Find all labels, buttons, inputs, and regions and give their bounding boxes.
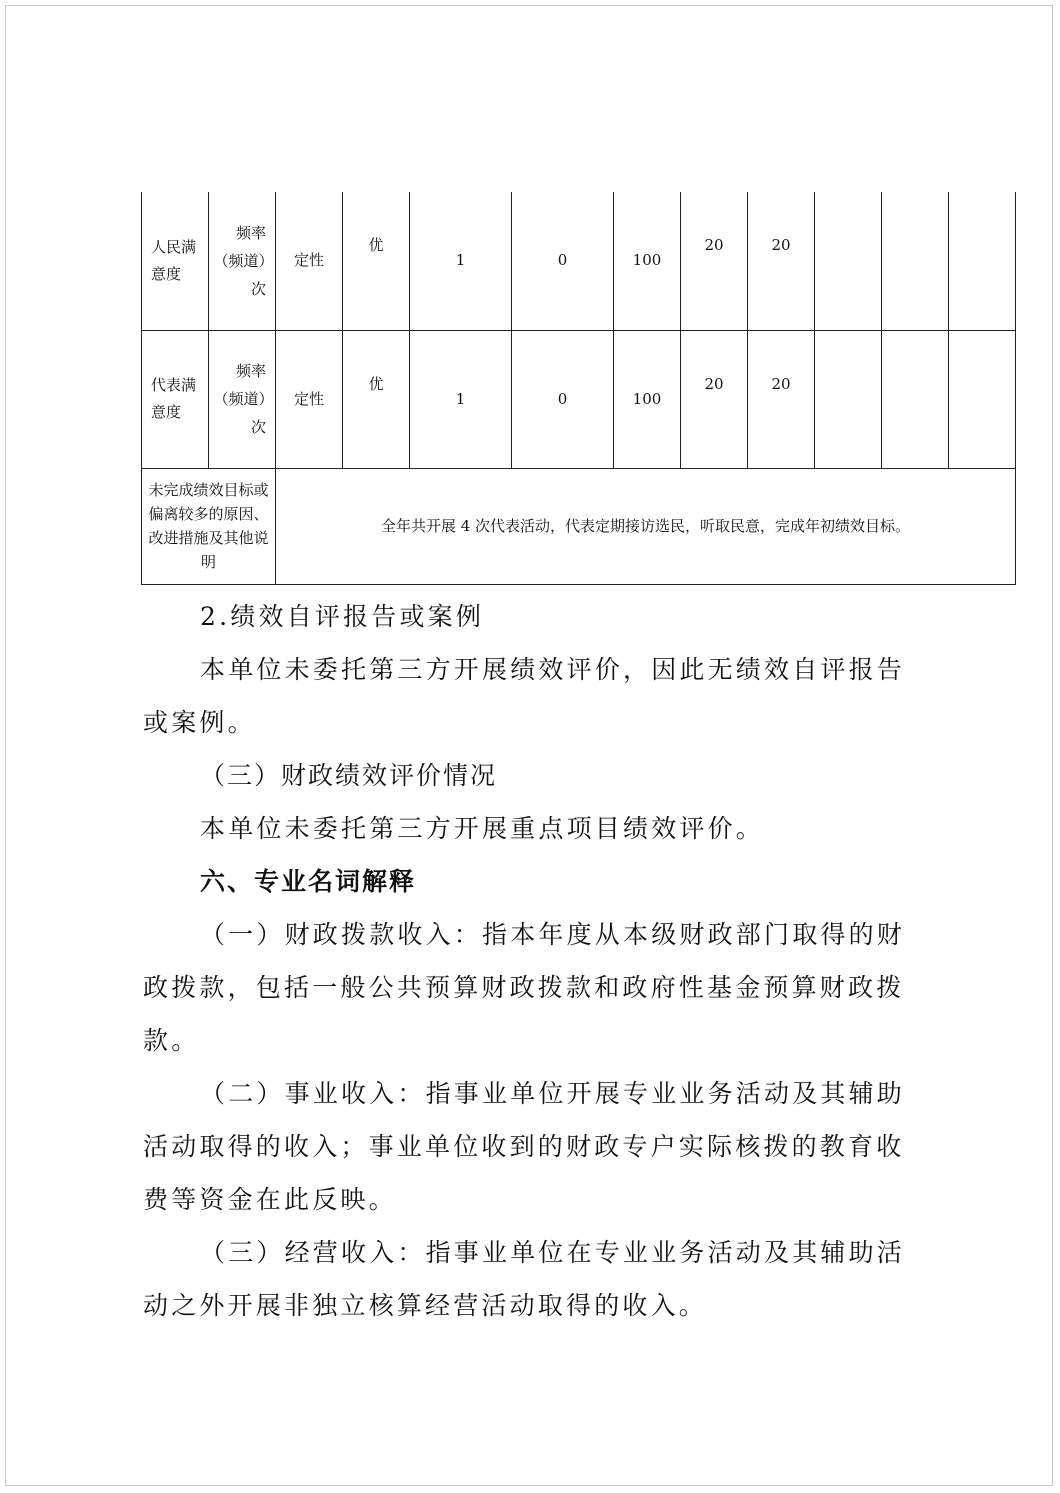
empty-cell bbox=[815, 330, 882, 468]
cell-col5: 1 bbox=[410, 330, 512, 468]
cell-col7: 100 bbox=[614, 192, 681, 330]
note-text: 全年共开展 4 次代表活动，代表定期接访选民，听取民意，完成年初绩效目标。 bbox=[276, 468, 1016, 584]
paragraph: 本单位未委托第三方开展重点项目绩效评价。 bbox=[200, 814, 765, 843]
section-heading: （三）财政绩效评价情况 bbox=[200, 761, 498, 790]
indicator-name: 代表满意度 bbox=[142, 330, 209, 468]
indicator-nature: 定性 bbox=[276, 192, 343, 330]
empty-cell bbox=[949, 192, 1016, 330]
indicator-name: 人民满意度 bbox=[142, 192, 209, 330]
paragraph: （三）经营收入：指事业单位在专业业务活动及其辅助活动之外开展非独立核算经营活动取得的收入。 bbox=[143, 1238, 906, 1320]
cell-col6: 0 bbox=[512, 192, 614, 330]
cell-col7: 100 bbox=[614, 330, 681, 468]
indicator-grade: 优 bbox=[343, 330, 410, 468]
paragraph: （二）事业收入：指事业单位开展专业业务活动及其辅助活动取得的收入；事业单位收到的财政专户实际核拨的教育收费等资金在此反映。 bbox=[143, 1079, 906, 1214]
indicator-unit: 频率（频道）次 bbox=[209, 192, 276, 330]
cell-col6: 0 bbox=[512, 330, 614, 468]
note-label: 未完成绩效目标或偏离较多的原因、改进措施及其他说明 bbox=[142, 468, 276, 584]
empty-cell bbox=[949, 330, 1016, 468]
section-heading: 六、专业名词解释 bbox=[200, 867, 417, 896]
paragraph: （一）财政拨款收入：指本年度从本级财政部门取得的财政拨款，包括一般公共预算财政拨款和政府性基金预算财政拨款。 bbox=[143, 920, 906, 1055]
cell-col8: 20 bbox=[681, 330, 748, 468]
table-row bbox=[142, 330, 1016, 468]
indicator-grade: 优 bbox=[343, 192, 410, 330]
paragraph: 本单位未委托第三方开展绩效评价，因此无绩效自评报告或案例。 bbox=[143, 655, 906, 737]
cell-col9: 20 bbox=[748, 192, 815, 330]
performance-table bbox=[141, 192, 1016, 585]
indicator-nature: 定性 bbox=[276, 330, 343, 468]
table-row bbox=[142, 468, 1016, 584]
indicator-unit: 频率（频道）次 bbox=[209, 330, 276, 468]
cell-col8: 20 bbox=[681, 192, 748, 330]
cell-col5: 1 bbox=[410, 192, 512, 330]
section-heading: 2.绩效自评报告或案例 bbox=[200, 602, 485, 631]
empty-cell bbox=[882, 192, 949, 330]
document-body bbox=[143, 590, 923, 1332]
empty-cell bbox=[882, 330, 949, 468]
empty-cell bbox=[815, 192, 882, 330]
table-row bbox=[142, 192, 1016, 330]
cell-col9: 20 bbox=[748, 330, 815, 468]
